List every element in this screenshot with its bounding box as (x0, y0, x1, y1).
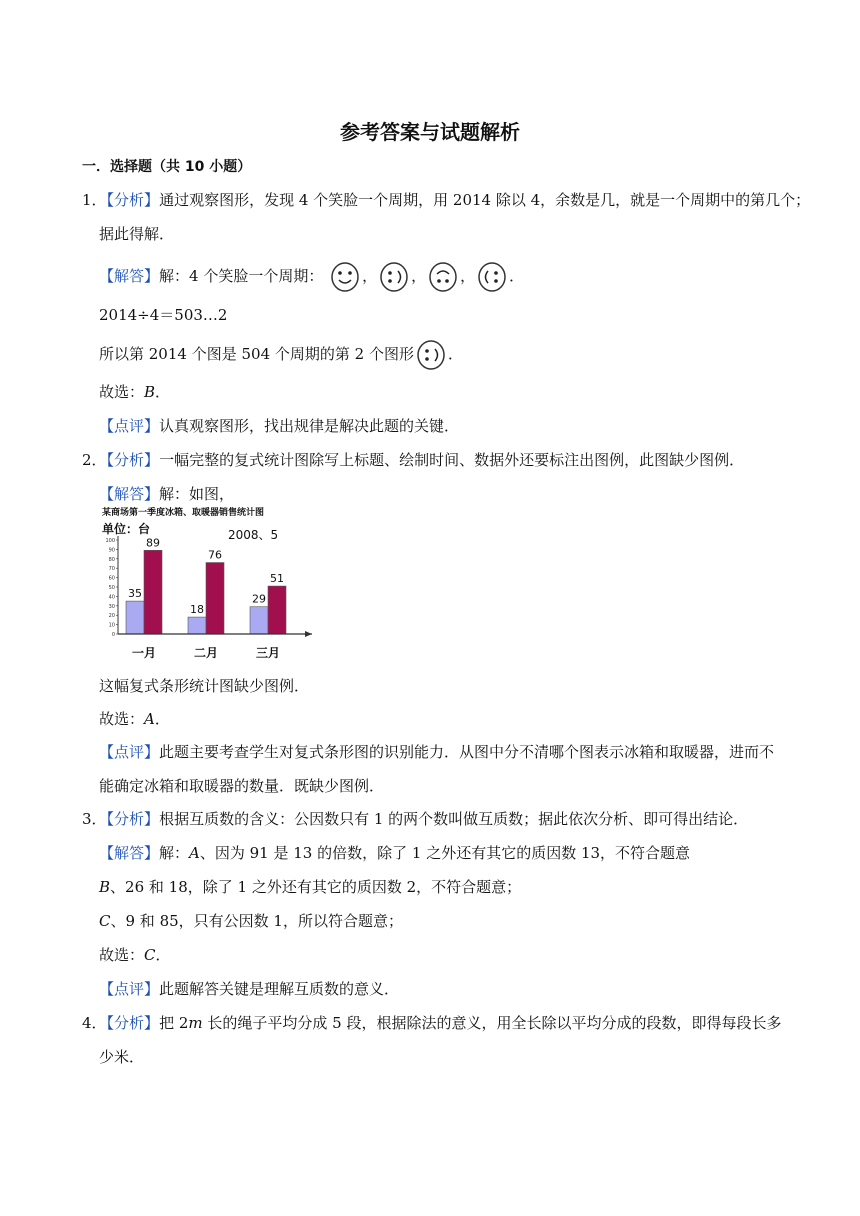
y-tick-label: 60 (108, 575, 115, 582)
choice-prefix: 故选： (99, 710, 145, 728)
q4-analysis-pre: 把 2 (159, 1014, 189, 1032)
q1-answer-line1: 【解答】解：4 个笑脸一个周期： ， ， ， ． (99, 258, 524, 294)
analysis-tag: 【分析】 (106, 451, 160, 469)
q2-analysis (82, 449, 744, 471)
y-tick-label: 0 (111, 632, 115, 638)
x-axis-labels (132, 646, 280, 660)
choice-prefix: 故选： (99, 383, 145, 401)
q1-analysis-text: 通过观察图形，发现 4 个笑脸一个周期，用 2014 除以 4，余数是几，就是一个周期中的第几个； (159, 191, 811, 209)
answer-tag: 【解答】 (99, 844, 160, 862)
answer-tag: 【解答】 (99, 485, 160, 503)
q1-answer-text: 解：4 个笑脸一个周期： (159, 267, 324, 285)
answer-prefix: 解： (159, 844, 190, 862)
q1-choice: 故选：B． (99, 383, 171, 401)
analysis-tag: 【分析】 (106, 1014, 160, 1032)
bar-value-label: 35 (128, 587, 142, 601)
q4-analysis-line1 (82, 1012, 781, 1034)
q3-comment (99, 978, 399, 1000)
bar-value-label: 51 (270, 572, 284, 586)
answer-tag: 【解答】 (99, 267, 160, 285)
option-letter: B (99, 878, 111, 896)
y-tick-label: 50 (108, 585, 115, 591)
option-letter: A (189, 844, 200, 862)
q2-answer (99, 483, 234, 505)
x-axis-arrow (305, 631, 312, 637)
comment-tag: 【点评】 (99, 417, 160, 435)
q2-comment-line2: 能确定冰箱和取暖器的数量．既缺少图例． (99, 777, 385, 795)
q2-choice: 故选：A． (99, 710, 170, 728)
x-category-label: 一月 (131, 646, 157, 660)
q2-comment-text: 此题主要考查学生对复式条形图的识别能力．从图中分不清哪个图表示冰箱和取暖器，进而不 (159, 743, 775, 761)
q3-choice: 故选：C． (99, 946, 171, 964)
q2-analysis-text: 一幅完整的复式统计图除写上标题、绘制时间、数据外还要标注出图例，此图缺少图例． (159, 451, 745, 469)
y-tick-label: 80 (108, 556, 115, 563)
face-left-eyes-icon (477, 261, 507, 293)
bar-value-label: 89 (146, 536, 160, 550)
q3-answer-b-text: 、26 和 18，除了 1 之外还有其它的质因数 2，不符合题意； (110, 878, 522, 896)
bar-二月-s2 (206, 563, 224, 634)
q4-analysis-post: 长的绳子平均分成 5 段，根据除法的意义，用全长除以平均分成的段数，即得每段长多 (202, 1014, 782, 1032)
q1-answer3-text: 所以第 2014 个图是 504 个周期的第 2 个图形 (99, 345, 414, 363)
bar-value-label: 18 (190, 603, 204, 617)
q2-answer-text: 解：如图， (159, 485, 235, 503)
page-title: 参考答案与试题解析 (340, 120, 520, 144)
y-tick-label: 40 (108, 594, 115, 601)
q1-answer-line3: 所以第 2014 个图是 504 个周期的第 2 个图形 ． (99, 336, 463, 372)
chart-title: 某商场第一季度冰箱、取暖器销售统计图 (102, 508, 265, 518)
comment-tag: 【点评】 (99, 980, 160, 998)
comment-tag: 【点评】 (99, 743, 160, 761)
q3-analysis-text: 根据互质数的含义：公因数只有 1 的两个数叫做互质数；据此依次分析、即可得出结论． (159, 810, 749, 828)
bar-二月-s1 (188, 617, 206, 634)
y-tick-label: 30 (108, 603, 115, 610)
section-heading: 一．选择题（共 10 小题） (82, 159, 252, 175)
bar-chart (96, 506, 312, 664)
chart-unit: 单位：台 (102, 522, 151, 536)
y-tick-label: 90 (108, 547, 115, 554)
q1-choice-letter: B (144, 383, 156, 401)
bar-三月-s2 (268, 586, 286, 634)
chart-date: 2008、5 (228, 528, 279, 542)
bar-一月-s2 (144, 550, 162, 634)
bar-value-label: 29 (252, 592, 266, 606)
q2-number: 2． (82, 451, 107, 469)
bar-三月-s1 (250, 607, 268, 634)
q1-calc: 2014÷4＝503…2 (99, 306, 228, 324)
x-category-label: 二月 (193, 646, 219, 660)
q3-answer-a-text: 、因为 91 是 13 的倍数，除了 1 之外还有其它的质因数 13，不符合题意 (199, 844, 691, 862)
q4-number: 4． (82, 1014, 107, 1032)
q4-analysis-line2: 少米． (99, 1048, 145, 1066)
face-frown-icon (428, 261, 458, 293)
q1-comment (99, 415, 459, 437)
q3-comment-text: 此题解答关键是理解互质数的意义． (159, 980, 400, 998)
analysis-tag: 【分析】 (106, 810, 160, 828)
q3-analysis (82, 808, 748, 830)
y-tick-label: 70 (108, 566, 115, 573)
q3-answer-c-text: 、9 和 85，只有公因数 1，所以符合题意； (110, 912, 403, 930)
y-tick-label: 100 (105, 538, 115, 544)
q1-comment-text: 认真观察图形，找出规律是解决此题的关键． (159, 417, 460, 435)
smiley-face-icon (330, 261, 360, 293)
face-right-eyes-icon (416, 339, 446, 371)
choice-prefix: 故选： (99, 946, 145, 964)
y-tick-label: 10 (108, 622, 115, 629)
q3-number: 3． (82, 810, 107, 828)
y-tick-label: 20 (108, 613, 115, 620)
q3-choice-letter: C (144, 946, 156, 964)
q1-number: 1． (82, 191, 107, 209)
analysis-tag: 【分析】 (106, 191, 160, 209)
x-category-label: 三月 (255, 646, 281, 660)
q1-analysis-line1 (82, 189, 810, 211)
q2-comment-line1 (99, 741, 774, 763)
q2-choice-letter: A (144, 710, 155, 728)
chart-bars (126, 536, 286, 634)
q4-unit-m: m (188, 1014, 203, 1032)
bar-一月-s1 (126, 601, 144, 634)
q3-answer-a (99, 842, 690, 864)
q1-analysis-line2: 据此得解． (99, 225, 175, 243)
y-axis-ticks (105, 538, 118, 638)
face-right-eyes-icon (379, 261, 409, 293)
option-letter: C (99, 912, 111, 930)
bar-value-label: 76 (208, 548, 222, 562)
q3-answer-b (99, 876, 521, 898)
q3-answer-c (99, 910, 403, 932)
q2-after-chart: 这幅复式条形统计图缺少图例． (99, 677, 310, 695)
